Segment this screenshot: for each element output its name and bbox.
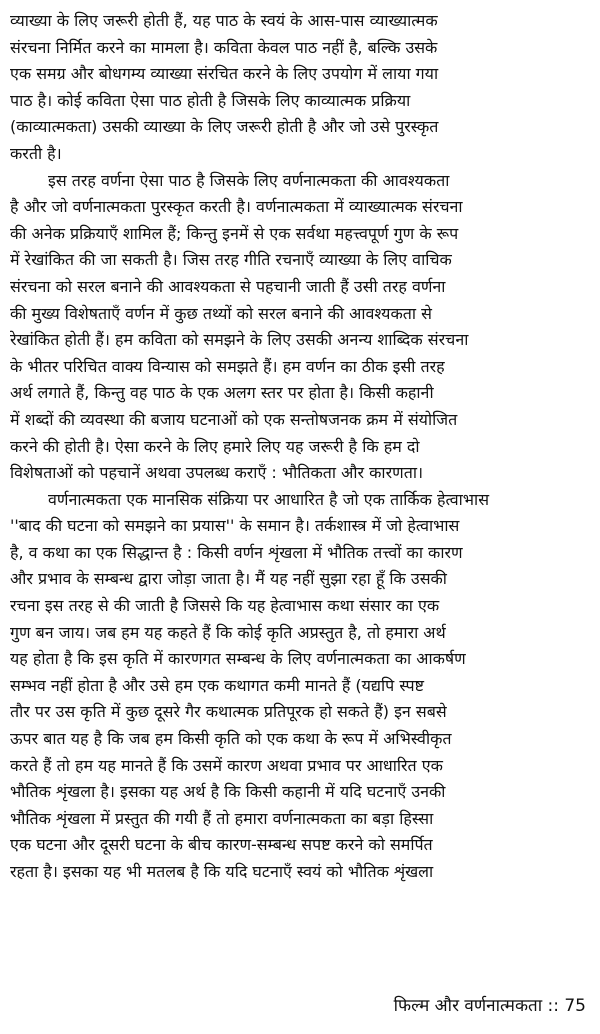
- text-line: करती है।: [10, 143, 62, 163]
- text-line: भौतिक शृंखला में प्रस्तुत की गयी हैं तो हमारा वर्णनात्मकता का बड़ा हिस्सा: [10, 808, 434, 828]
- text-line: के भीतर परिचित वाक्य विन्यास को समझते हैं। हम वर्णन का ठीक इसी तरह: [10, 356, 445, 376]
- text-line: विशेषताओं को पहचानें अथवा उपलब्ध कराएँ : भौतिकता और कारणता।: [10, 463, 424, 483]
- text-line: रहता है। इसका यह भी मतलब है कि यदि घटनाएँ स्वयं को भौतिक शृंखला: [10, 862, 434, 881]
- text-line: की अनेक प्रक्रियाएँ शामिल हैं; किन्तु इनमें से एक सर्वथा महत्त्वपूर्ण गुण के रूप: [10, 223, 459, 243]
- text-line: पाठ है। कोई कविता ऐसा पाठ होती है जिसके लिए काव्यात्मक प्रक्रिया: [10, 90, 411, 110]
- paragraph-1: [10, 8, 590, 168]
- text-line: ऊपर बात यह है कि जब हम किसी कृति को एक कथा के रूप में अभिस्वीकृत: [10, 729, 452, 749]
- text-line: सम्भव नहीं होता है और उसे हम एक कथागत कमी मानते हैं (यद्यपि स्पष्ट: [10, 675, 424, 695]
- text-line: एक समग्र और बोधगम्य व्याख्या संरचित करने के लिए उपयोग में लाया गया: [10, 64, 439, 84]
- text-line: ''बाद की घटना को समझने का प्रयास'' के समान है। तर्कशास्त्र में जो हेत्वाभास: [10, 516, 460, 536]
- text-line: और प्रभाव के सम्बन्ध द्वारा जोड़ा जाता है। मैं यह नहीं सुझा रहा हूँ कि उसकी: [10, 569, 447, 589]
- text-line: संरचना को सरल बनाने की आवश्यकता से पहचानी जाती हैं उसी तरह वर्णना: [10, 276, 446, 296]
- text-line: की मुख्य विशेषताएँ वर्णन में कुछ तथ्यों को सरल बनाने की आवश्यकता से: [10, 303, 432, 323]
- text-line: है, व कथा का एक सिद्धान्त है : किसी वर्णन शृंखला में भौतिक तत्त्वों का कारण: [10, 542, 463, 562]
- text-line: रेखांकित होती हैं। हम कविता को समझने के लिए उसकी अनन्य शाब्दिक संरचना: [10, 330, 469, 350]
- text-line: है और जो वर्णनात्मकता पुरस्कृत करती है। वर्णनात्मकता में व्याख्यात्मक संरचना: [10, 197, 463, 217]
- text-line: भौतिक शृंखला है। इसका यह अर्थ है कि किसी कहानी में यदि घटनाएँ उनकी: [10, 782, 446, 802]
- text-line: करने की होती है। ऐसा करने के लिए हमारे लिए यह जरूरी है कि हम दो: [10, 436, 420, 456]
- paragraph-2: [10, 168, 590, 487]
- text-line: (काव्यात्मकता) उसकी व्याख्या के लिए जरूरी होती है और जो उसे पुरस्कृत: [10, 117, 439, 137]
- page-footer: फिल्म और वर्णनात्मकता :: 75: [393, 996, 586, 1016]
- text-line: व्याख्या के लिए जरूरी होती हैं, यह पाठ के स्वयं के आस-पास व्याख्यात्मक: [10, 11, 438, 30]
- text-line: करते हैं तो हम यह मानते हैं कि उसमें कारण अथवा प्रभाव पर आधारित एक: [10, 755, 443, 775]
- text-line: संरचना निर्मित करने का मामला है। कविता केवल पाठ नहीं है, बल्कि उसके: [10, 37, 438, 57]
- text-line: गुण बन जाय। जब हम यह कहते हैं कि कोई कृति अप्रस्तुत है, तो हमारा अर्थ: [10, 622, 446, 642]
- text-line: रचना इस तरह से की जाती है जिससे कि यह हेत्वाभास कथा संसार का एक: [10, 596, 440, 616]
- paragraph-3: [10, 487, 590, 886]
- page-body: [10, 8, 590, 886]
- text-line: तौर पर उस कृति में कुछ दूसरे गैर कथात्मक प्रतिपूरक हो सकते हैं) इन सबसे: [10, 702, 447, 722]
- text-line: यह होता है कि इस कृति में कारणगत सम्बन्ध के लिए वर्णनात्मकता का आकर्षण: [10, 649, 466, 669]
- text-line: में रेखांकित की जा सकती है। जिस तरह गीति रचनाएँ व्याख्या के लिए वाचिक: [10, 250, 452, 270]
- text-line: वर्णनात्मकता एक मानसिक संक्रिया पर आधारित है जो एक तार्किक हेत्वाभास: [48, 489, 490, 509]
- text-line: में शब्दों की व्यवस्था की बजाय घटनाओं को एक सन्तोषजनक क्रम में संयोजित: [10, 409, 458, 429]
- text-line: एक घटना और दूसरी घटना के बीच कारण-सम्बन्ध सपष्ट करने को समर्पित: [10, 835, 433, 855]
- text-line: अर्थ लगाते हैं, किन्तु वह पाठ के एक अलग स्तर पर होता है। किसी कहानी: [10, 383, 434, 403]
- text-line: इस तरह वर्णना ऐसा पाठ है जिसके लिए वर्णनात्मकता की आवश्यकता: [48, 170, 450, 190]
